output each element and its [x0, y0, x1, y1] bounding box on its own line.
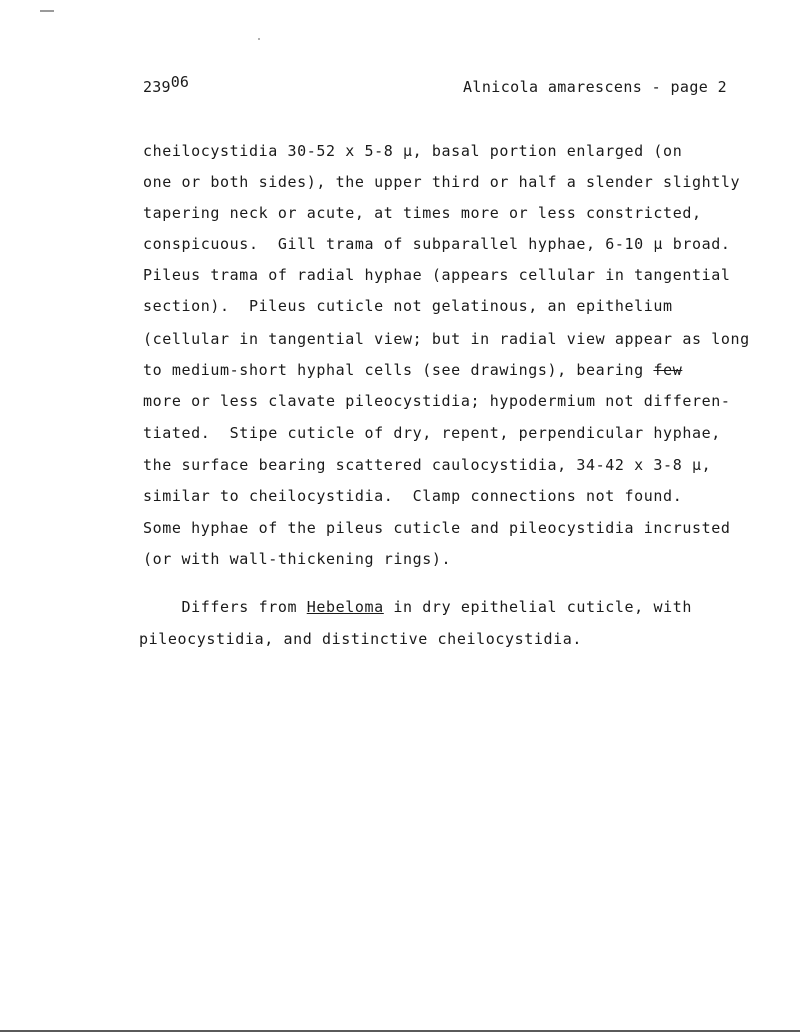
text-line: more or less clavate pileocystidia; hypodermium not differen-: [143, 392, 731, 410]
text-run: in dry epithelial cuticle, with: [383, 598, 692, 616]
text-line: tapering neck or acute, at times more or less constricted,: [143, 204, 702, 222]
scan-edge: [0, 1030, 800, 1032]
scan-speck: [258, 38, 260, 40]
text-line: Pileus trama of radial hyphae (appears cellular in tangential: [143, 266, 731, 284]
text-line: to medium-short hyphal cells (see drawings), bearing: [143, 361, 654, 379]
text-line: cheilocystidia 30-52 x 5-8 µ, basal portion enlarged (on: [143, 142, 683, 160]
text-line: section). Pileus cuticle not gelatinous, an epithelium: [143, 297, 673, 315]
text-run: Differs from: [143, 598, 307, 616]
text-line: pileocystidia, and distinctive cheilocystidia.: [139, 630, 583, 648]
scan-mark: [40, 10, 54, 12]
text-line: (cellular in tangential view; but in radial view appear as long: [143, 330, 750, 348]
genus-name: Hebeloma: [306, 598, 384, 616]
page-number-main: 239: [143, 78, 171, 96]
running-head: Alnicola amarescens - page 2: [463, 78, 728, 96]
text-line: Some hyphae of the pileus cuticle and pileocystidia incrusted: [143, 519, 731, 537]
text-line: conspicuous. Gill trama of subparallel hyphae, 6-10 µ broad.: [143, 235, 731, 253]
text-line: similar to cheilocystidia. Clamp connections not found.: [143, 487, 683, 505]
text-line: one or both sides), the upper third or half a slender slightly: [143, 173, 741, 191]
struck-word: few: [653, 361, 683, 379]
text-line: tiated. Stipe cuticle of dry, repent, perpendicular hyphae,: [143, 424, 721, 442]
page-number: [143, 73, 190, 96]
paragraph-line: [143, 598, 692, 616]
text-line-with-strikeout: [143, 361, 682, 379]
page-number-suffix: 06: [170, 73, 190, 91]
text-line: the surface bearing scattered caulocystidia, 34-42 x 3-8 µ,: [143, 456, 712, 474]
text-line: (or with wall-thickening rings).: [143, 550, 452, 568]
